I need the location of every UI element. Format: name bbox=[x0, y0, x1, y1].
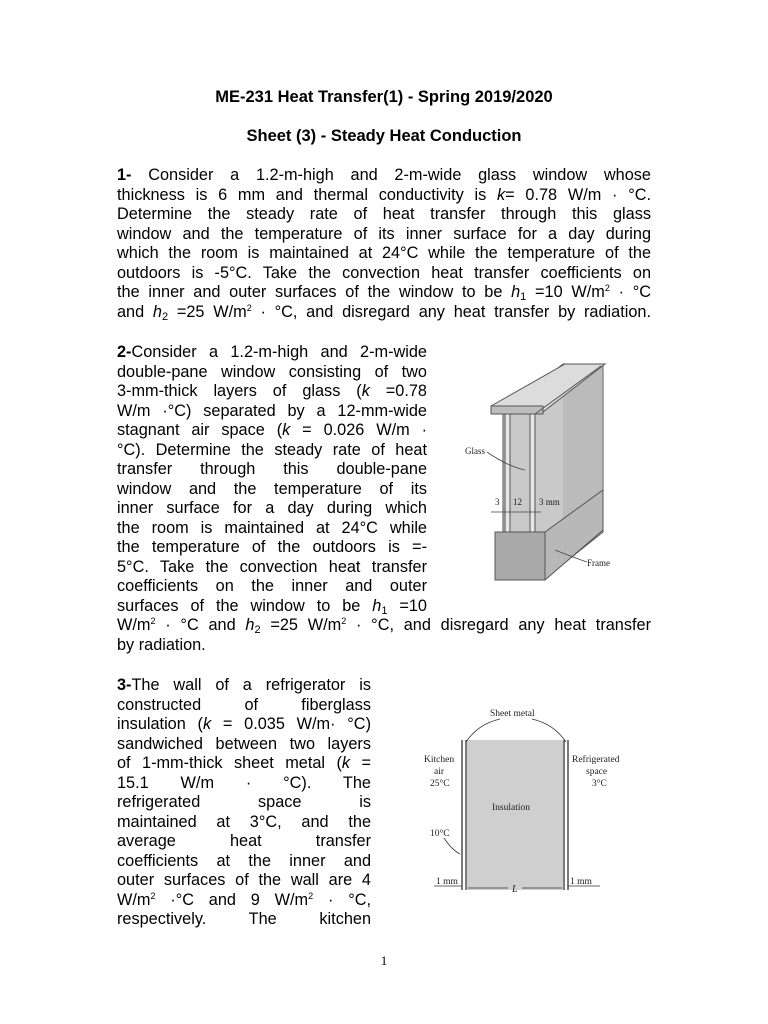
dimension-12: 12 bbox=[513, 497, 522, 507]
problem-2-number: 2- bbox=[117, 343, 132, 361]
dimension-3-left: 3 bbox=[495, 497, 500, 507]
refrigerator-wall-figure bbox=[420, 702, 635, 900]
surface-temperature-label: 10°C bbox=[430, 829, 450, 839]
course-title: ME-231 Heat Transfer(1) - Spring 2019/2020 bbox=[215, 88, 553, 106]
problem-2-continued: $W/m^2 \cdot ^\circ C$ and $h_2 =25$ $W/m^2 \cdot ^\circ C$, and disregard any heat transfer by radiation. bbox=[117, 616, 651, 654]
glass-label: Glass bbox=[465, 446, 485, 456]
frame-label: Frame bbox=[587, 558, 610, 568]
problem-3-number: 3- bbox=[117, 676, 132, 694]
thickness-left-label: 1 mm bbox=[436, 877, 458, 887]
problem-3: 3-The wall of a refrigerator is constructed of fiberglass insulation (k = 0.035 W/m· °C) sandwiched between two layers of 1-mm-thick sheet metal (k = 15.1 W/m · °C). The refrigerated space is maintained at 3°C, and the average heat transfer coefficients at the inner and outer surfaces of the wall are 4 $W/m^2 \cdot^\circ C$ and 9 $W/m^2 \cdot ^\circ C$, respectively. The kitchen bbox=[117, 676, 371, 928]
kitchen-temperature: 25°C bbox=[430, 779, 450, 789]
problem-2: 2-Consider a 1.2-m-high and 2-m-wide double-pane window consisting of two 3-mm-thick layers of glass (k =0.78 W/m ·°C) separated by a 12-mm-wide stagnant air space (k = 0.026 W/m · °C). Determine the steady rate of heat transfer through this double-pane window and the temperature of its inner surface for a day during which the room is maintained at 24°C while the temperature of the outdoors is =- 5°C. Take the convection heat transfer coefficients on the inner and outer surfaces of the window to be $h_1 =10$ bbox=[117, 343, 427, 617]
problem-1: 1- Consider a 1.2-m-high and 2-m-wide glass window whose thickness is 6 mm and thermal conductivity is k= 0.78 W/m · °C. Determine the steady rate of heat transfer through this glass window and the temperature of its inner surface for a day during which the room is maintained at 24°C while the temperature of the outdoors is -5°C. Take the convection heat transfer coefficients on the inner and outer surfaces of the window to be $h_1 =10$ $W/m^2 \cdot ^\circ C$ and $h_2 =25$ $W/m^2 \cdot ^\circ C$, and disregard any heat transfer by radiation. bbox=[117, 166, 651, 323]
insulation-label: Insulation bbox=[492, 803, 530, 813]
space-label: space bbox=[586, 767, 608, 777]
sheet-metal-label: Sheet metal bbox=[490, 709, 535, 719]
refrigerated-label: Refrigerated bbox=[572, 755, 620, 765]
length-label: L bbox=[512, 884, 518, 895]
thickness-right-label: 1 mm bbox=[570, 877, 592, 887]
page-number: 1 bbox=[380, 953, 388, 968]
dimension-3-right: 3 mm bbox=[539, 497, 560, 507]
double-pane-window-figure bbox=[455, 362, 655, 584]
problem-1-number: 1- bbox=[117, 166, 132, 184]
kitchen-label: Kitchen bbox=[424, 755, 455, 765]
sheet-title: Sheet (3) - Steady Heat Conduction bbox=[246, 127, 522, 145]
space-temperature: 3°C bbox=[592, 779, 607, 789]
air-label: air bbox=[434, 767, 445, 777]
